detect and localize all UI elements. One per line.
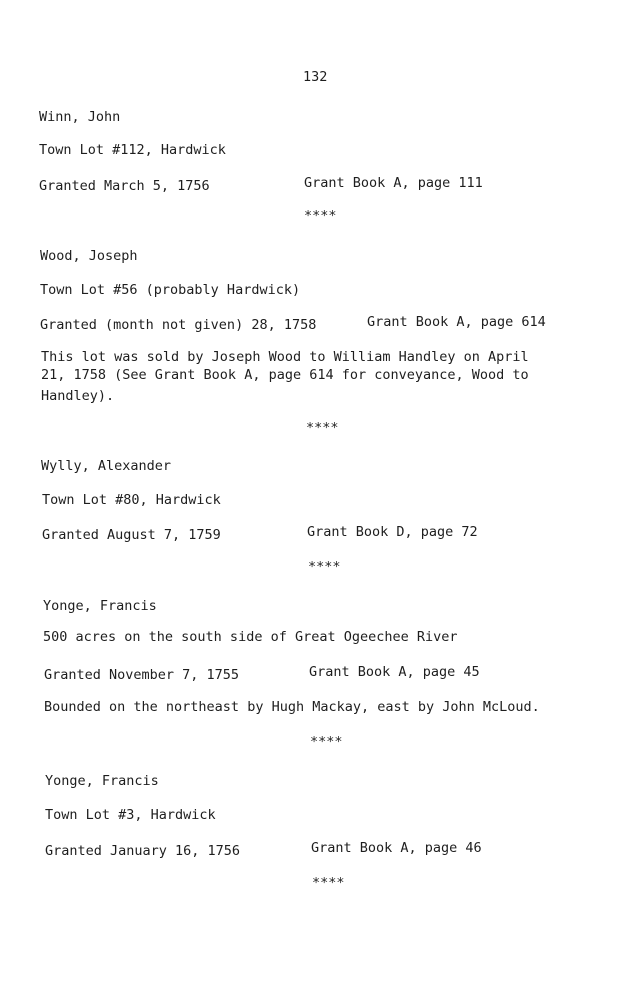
entry-granted: Granted November 7, 1755: [44, 667, 240, 683]
entry-separator: ****: [310, 734, 343, 750]
entry-granted: Granted January 16, 1756: [45, 843, 241, 859]
entry-property: Town Lot #56 (probably Hardwick): [40, 282, 301, 298]
entry-separator: ****: [304, 208, 337, 224]
entry-note-line: This lot was sold by Joseph Wood to William Handley on April: [41, 349, 529, 365]
entry-granted: Granted March 5, 1756: [39, 178, 210, 194]
entry-name: Winn, John: [39, 109, 121, 125]
entry-separator: ****: [312, 875, 345, 891]
entry-granted: Granted (month not given) 28, 1758: [40, 317, 317, 333]
entry-separator: ****: [308, 559, 341, 575]
entry-separator: ****: [306, 420, 339, 436]
entry-property: Town Lot #112, Hardwick: [39, 142, 226, 158]
entry-note: Bounded on the northeast by Hugh Mackay, east by John McLoud.: [44, 699, 540, 715]
entry-grant-book: Grant Book A, page 111: [304, 175, 483, 191]
entry-name: Yonge, Francis: [45, 773, 159, 789]
entry-property: Town Lot #3, Hardwick: [45, 807, 216, 823]
entry-note-line: 21, 1758 (See Grant Book A, page 614 for conveyance, Wood to: [41, 367, 529, 383]
entry-name: Yonge, Francis: [43, 598, 157, 614]
entry-grant-book: Grant Book A, page 46: [311, 840, 482, 856]
entry-name: Wylly, Alexander: [41, 458, 172, 474]
entry-name: Wood, Joseph: [40, 248, 138, 264]
entry-grant-book: Grant Book D, page 72: [307, 524, 478, 540]
entry-property: 500 acres on the south side of Great Ogeechee River: [43, 629, 458, 645]
entry-note-line: Handley).: [41, 388, 115, 404]
entry-grant-book: Grant Book A, page 614: [367, 314, 546, 330]
page-number: 132: [303, 69, 328, 85]
entry-grant-book: Grant Book A, page 45: [309, 664, 480, 680]
entry-property: Town Lot #80, Hardwick: [42, 492, 221, 508]
entry-granted: Granted August 7, 1759: [42, 527, 221, 543]
